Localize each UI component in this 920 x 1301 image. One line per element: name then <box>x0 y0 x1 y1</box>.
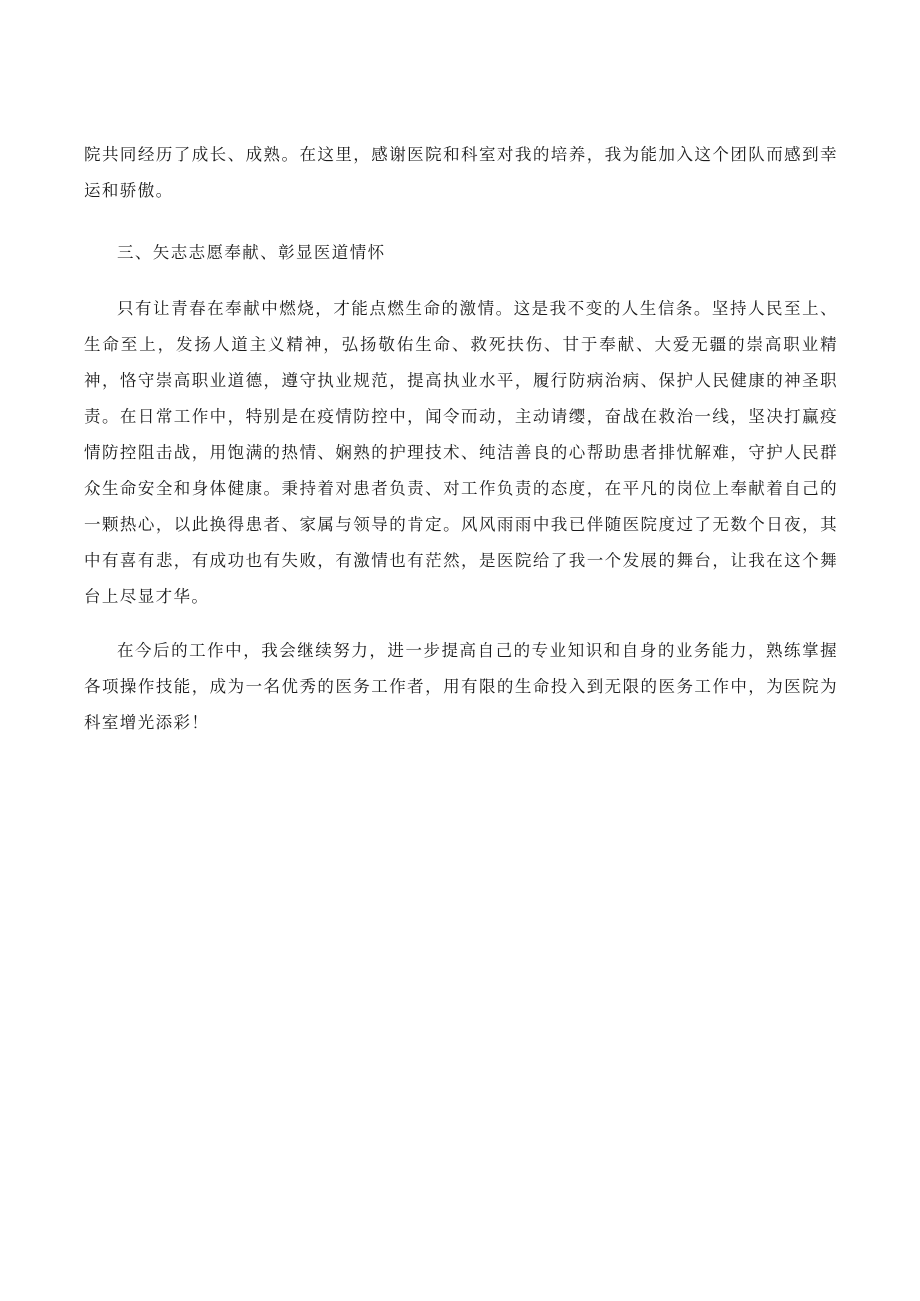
paragraph-body-1: 只有让青春在奉献中燃烧，才能点燃生命的激情。这是我不变的人生信条。坚持人民至上、生命至上，发扬人道主义精神，弘扬敬佑生命、救死扶伤、甘于奉献、大爱无疆的崇高职业精神，恪守崇高职业道德，遵守执业规范，提高执业水平，履行防病治病、保护人民健康的神圣职责。在日常工作中，特别是在疫情防控中，闻令而动，主动请缨，奋战在救治一线，坚决打赢疫情防控阻击战，用饱满的热情、娴熟的护理技术、纯洁善良的心帮助患者排忧解难，守护人民群众生命安全和身体健康。秉持着对患者负责、对工作负责的态度，在平凡的岗位上奉献着自己的一颗热心，以此换得患者、家属与领导的肯定。风风雨雨中我已伴随医院度过了无数个日夜，其中有喜有悲，有成功也有失败，有激情也有茫然，是医院给了我一个发展的舞台，让我在这个舞台上尽显才华。 <box>84 299 838 606</box>
paragraph-continuation: 院共同经历了成长、成熟。在这里，感谢医院和科室对我的培养，我为能加入这个团队而感到幸运和骄傲。 <box>84 145 838 200</box>
section-heading: 三、矢志志愿奉献、彰显医道情怀 <box>117 243 386 262</box>
document-body <box>84 137 838 741</box>
paragraph-body-2: 在今后的工作中，我会继续努力，进一步提高自己的专业知识和自身的业务能力，熟练掌握各项操作技能，成为一名优秀的医务工作者，用有限的生命投入到无限的医务工作中，为医院为科室增光添彩！ <box>84 641 838 732</box>
